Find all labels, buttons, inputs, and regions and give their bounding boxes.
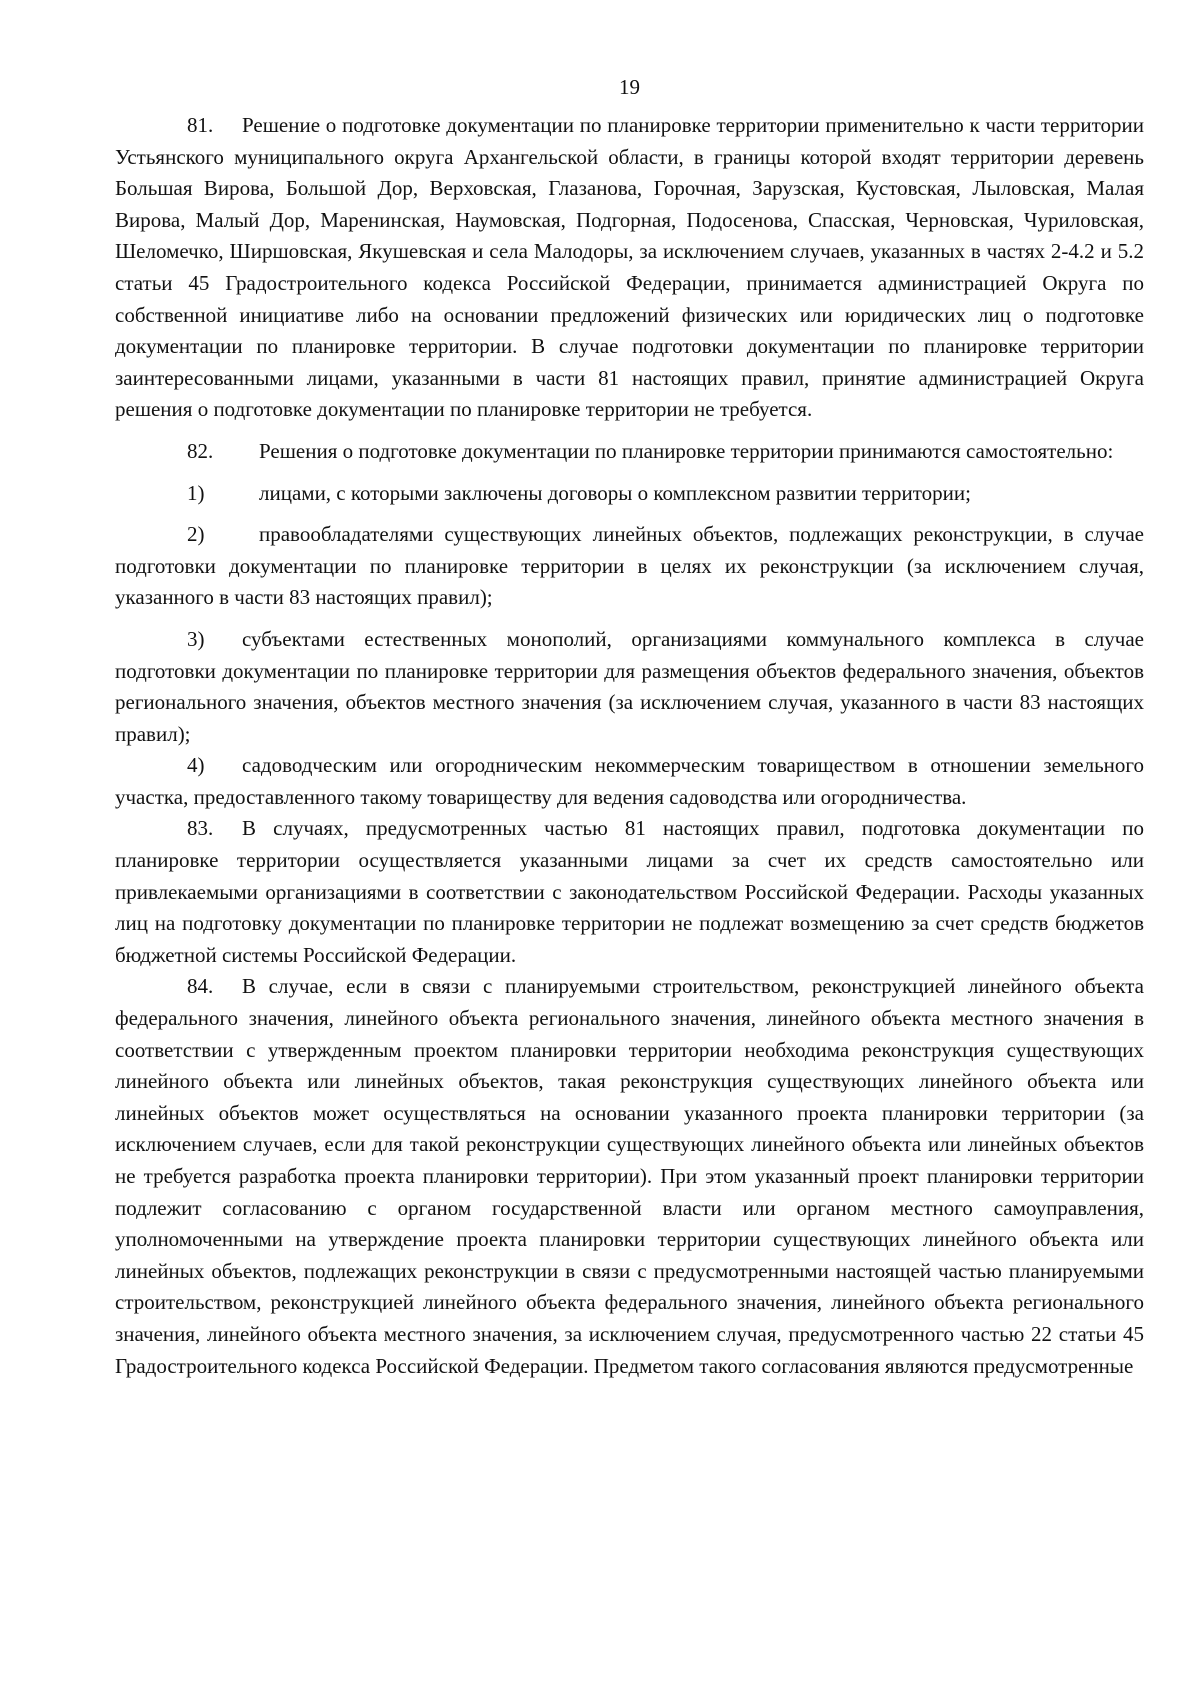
paragraph-number: 82. [187, 438, 214, 463]
paragraph-text: Решение о подготовке документации по планировке территории применительно к части территории Устьянского муниципального округа Архангельской области, в границы которой входят территории деревень Большая Вирова, Большой Дор, Верховская, Глазанова, Горочная, Зарузская, Кустовская, Лыловская, Малая Вирова, Малый Дор, Маренинская, Наумовская, Подгорная, Подосенова, Спасская, Черновская, Чуриловская, Шеломечко, Ширшовская, Якушевская и села Малодоры, за исключением случаев, указанных в частях 2-4.2 и 5.2 статьи 45 Градостроительного кодекса Российской Федерации, принимается администрацией Округа по собственной инициативе либо на основании предложений физических или юридических лиц о подготовке документации по планировке территории. В случае подготовки документации по планировке территории заинтересованными лицами, указанными в части 81 настоящих правил, принятие администрацией Округа решения о подготовке документации по планировке территории не требуется. [115, 113, 1144, 422]
list-item-text: субъектами естественных монополий, организациями коммунального комплекса в случае подготовки документации по планировке территории для размещения объектов федерального значения, объектов регионального значения, объектов местного значения (за исключением случая, указанного в части 83 настоящих правил); [115, 626, 1144, 746]
list-item-number: 3) [187, 626, 205, 651]
paragraph-84 [115, 971, 1144, 1382]
paragraph-text: Решения о подготовке документации по планировке территории принимаются самостоятельно: [259, 438, 1114, 463]
paragraph-82 [115, 436, 1144, 468]
paragraph-number: 81. [187, 113, 214, 137]
page-number: 19 [619, 75, 640, 99]
list-item-text: лицами, с которыми заключены договоры о комплексном развитии территории; [259, 480, 971, 505]
paragraph-83 [115, 813, 1144, 971]
list-item-number: 2) [187, 522, 205, 547]
paragraph-number: 83. [187, 816, 214, 841]
paragraph-81 [115, 110, 1144, 426]
list-item-4 [115, 750, 1144, 813]
list-item-number: 4) [187, 753, 205, 778]
paragraph-text: В случаях, предусмотренных частью 81 настоящих правил, подготовка документации по планировке территории осуществляется указанными лицами за счет их средств самостоятельно или привлекаемыми организациями в соответствии с законодательством Российской Федерации. Расходы указанных лиц на подготовку документации по планировке территории не подлежат возмещению за счет средств бюджетов бюджетной системы Российской Федерации. [115, 816, 1144, 967]
list-item-text: правообладателями существующих линейных объектов, подлежащих реконструкции, в случае подготовки документации по планировке территории в целях их реконструкции (за исключением случая, указанного в части 83 настоящих правил); [115, 522, 1144, 610]
document-page [115, 0, 1144, 1382]
list-item-3 [115, 624, 1144, 750]
list-item-2 [115, 519, 1144, 614]
paragraph-number: 84. [187, 974, 214, 999]
list-item-text: садоводческим или огородническим некоммерческим товариществом в отношении земельного участка, предоставленного такому товариществу для ведения садоводства или огородничества. [115, 753, 1144, 809]
list-item-1 [115, 478, 1144, 510]
list-item-number: 1) [187, 480, 205, 505]
paragraph-text: В случае, если в связи с планируемыми строительством, реконструкцией линейного объекта федерального значения, линейного объекта регионального значения, линейного объекта местного значения в соответствии с утвержденным проектом планировки территории необходима реконструкция существующих линейного объекта или линейных объектов, такая реконструкция существующих линейного объекта или линейных объектов может осуществляться на основании указанного проекта планировки территории (за исключением случаев, если для такой реконструкции существующих линейного объекта или линейных объектов не требуется разработка проекта планировки территории). При этом указанный проект планировки территории подлежит согласованию с органом государственной власти или органом местного самоуправления, уполномоченными на утверждение проекта планировки территории существующих линейного объекта или линейных объектов, подлежащих реконструкции в связи с предусмотренными настоящей частью планируемыми строительством, реконструкцией линейного объекта федерального значения, линейного объекта регионального значения, линейного объекта местного значения, за исключением случая, предусмотренного частью 22 статьи 45 Градостроительного кодекса Российской Федерации. Предметом такого согласования являются предусмотренные [115, 974, 1144, 1378]
